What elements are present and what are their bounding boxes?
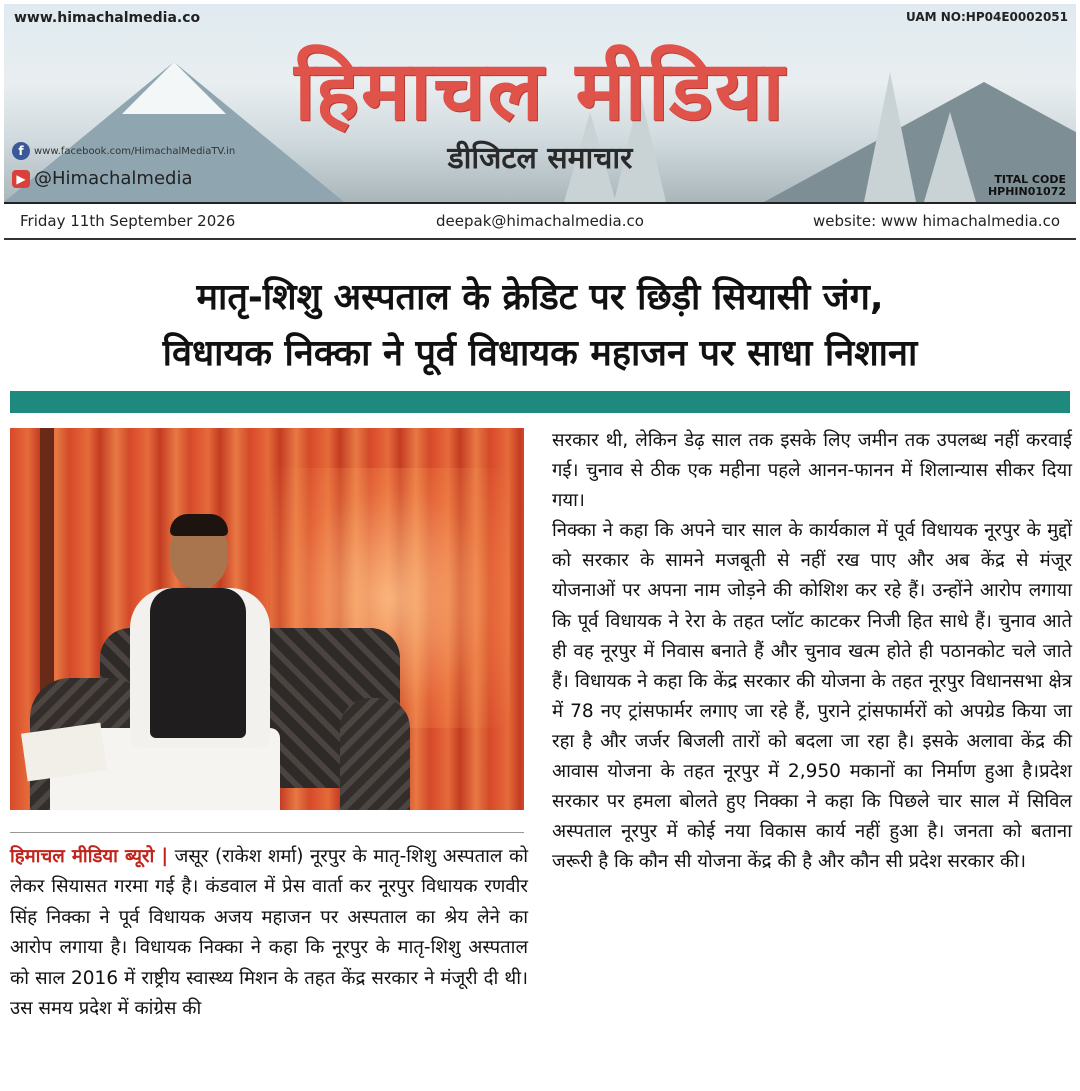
- person-hair: [170, 514, 228, 536]
- uam-number: UAM NO:HP04E0002051: [905, 10, 1068, 24]
- masthead-site-url: www.himachalmedia.co: [14, 10, 201, 26]
- photo-rule: [10, 832, 524, 833]
- brand-logo-text: हिमाचल मीडिया: [294, 44, 786, 139]
- sofa-arm-right: [340, 698, 410, 810]
- issue-date: Friday 11th September 2026: [20, 212, 236, 230]
- article-column-left: [10, 842, 528, 1024]
- title-code: [988, 174, 1066, 198]
- facebook-link: [12, 142, 235, 160]
- article-paragraph: सरकार थी, लेकिन डेढ़ साल तक इसके लिए जमीन तक उपलब्ध नहीं करवाई गई। चुनाव से ठीक एक महीना पहले आनन-फानन में शिलान्यास सीकर दिया गया।: [552, 430, 1072, 512]
- headline-divider: [10, 391, 1070, 413]
- article-headline: [10, 270, 1070, 382]
- headline-line-2: विधायक निक्का ने पूर्व विधायक महाजन पर साधा निशाना: [162, 333, 918, 374]
- facebook-icon: f: [12, 142, 30, 160]
- contact-email: deepak@himachalmedia.co: [436, 212, 644, 230]
- byline: हिमाचल मीडिया ब्यूरो |: [10, 846, 169, 867]
- article-paragraph: निक्का ने कहा कि अपने चार साल के कार्यकाल में पूर्व विधायक नूरपुर के मुद्दों को सरकार के सामने मजबूती से नहीं रख पाए और अब केंद्र से मंजूर योजनाओं पर अपना नाम जोड़ने की कोशिश कर रहे हैं। उन्होंने आरोप लगाया कि पूर्व विधायक ने रेरा के तहत प्लॉट काटकर निजी हित साधे हैं। चुनाव आते ही वह नूरपुर में निवास बनाते हैं और चुनाव खत्म होते ही पठानकोट चले जाते हैं। विधायक ने कहा कि केंद्र सरकार की योजना के तहत नूरपुर विधानसभा क्षेत्र में 78 नए ट्रांसफार्मर लगाए जा रहे हैं, पुराने ट्रांसफार्मरों को अपग्रेड किया जा रहा है और जर्जर बिजली तारों को बदला जा रहा है। इसके अलावा केंद्र की आवास योजना के तहत नूरपुर में 2,950 मकानों का निर्माण हुआ है।प्रदेश सरकार पर हमला बोलते हुए निक्का ने कहा कि पिछले चार साल में सिविल अस्पताल नूरपुर में कोई नया विकास कार्य नहीं हुआ है। जनता को बताना जरूरी है कि कौन सी योजना केंद्र की है और कौन सी प्रदेश सरकार की।: [552, 520, 1072, 873]
- website-text: website: www himachalmedia.co: [812, 212, 1060, 230]
- facebook-url: www.facebook.com/HimachalMediaTV.in: [34, 146, 236, 157]
- article-column-right: [552, 426, 1072, 877]
- article-photo: [10, 428, 524, 810]
- article-intro: जसूर (राकेश शर्मा) नूरपुर के मातृ-शिशु अस्पताल को लेकर सियासत गरमा गई है। कंडवाल में प्रेस वार्ता कर नूरपुर विधायक रणवीर सिंह निक्का ने पूर्व विधायक अजय महाजन पर अस्पताल का श्रेय लेने का आरोप लगाया है। विधायक निक्का ने कहा कि नूरपुर के मातृ-शिशु अस्पताल को साल 2016 में राष्ट्रीय स्वास्थ्य मिशन के तहत केंद्र सरकार ने मंजूरी दी थी। उस समय प्रदेश में कांग्रेस की: [10, 846, 528, 1020]
- social-handle: @Himachalmedia: [34, 168, 193, 189]
- brand-tagline: डीजिटल समाचार: [447, 141, 633, 176]
- youtube-icon: ▶: [12, 170, 30, 188]
- info-bar: [4, 204, 1076, 240]
- youtube-handle: [12, 168, 193, 189]
- headline-line-1: मातृ-शिशु अस्पताल के क्रेडिट पर छिड़ी सियासी जंग,: [196, 277, 884, 318]
- title-code-label: TITAL CODE: [994, 173, 1066, 186]
- masthead-banner: [4, 4, 1076, 204]
- person-vest: [150, 588, 246, 738]
- title-code-value: HPHIN01072: [987, 185, 1066, 198]
